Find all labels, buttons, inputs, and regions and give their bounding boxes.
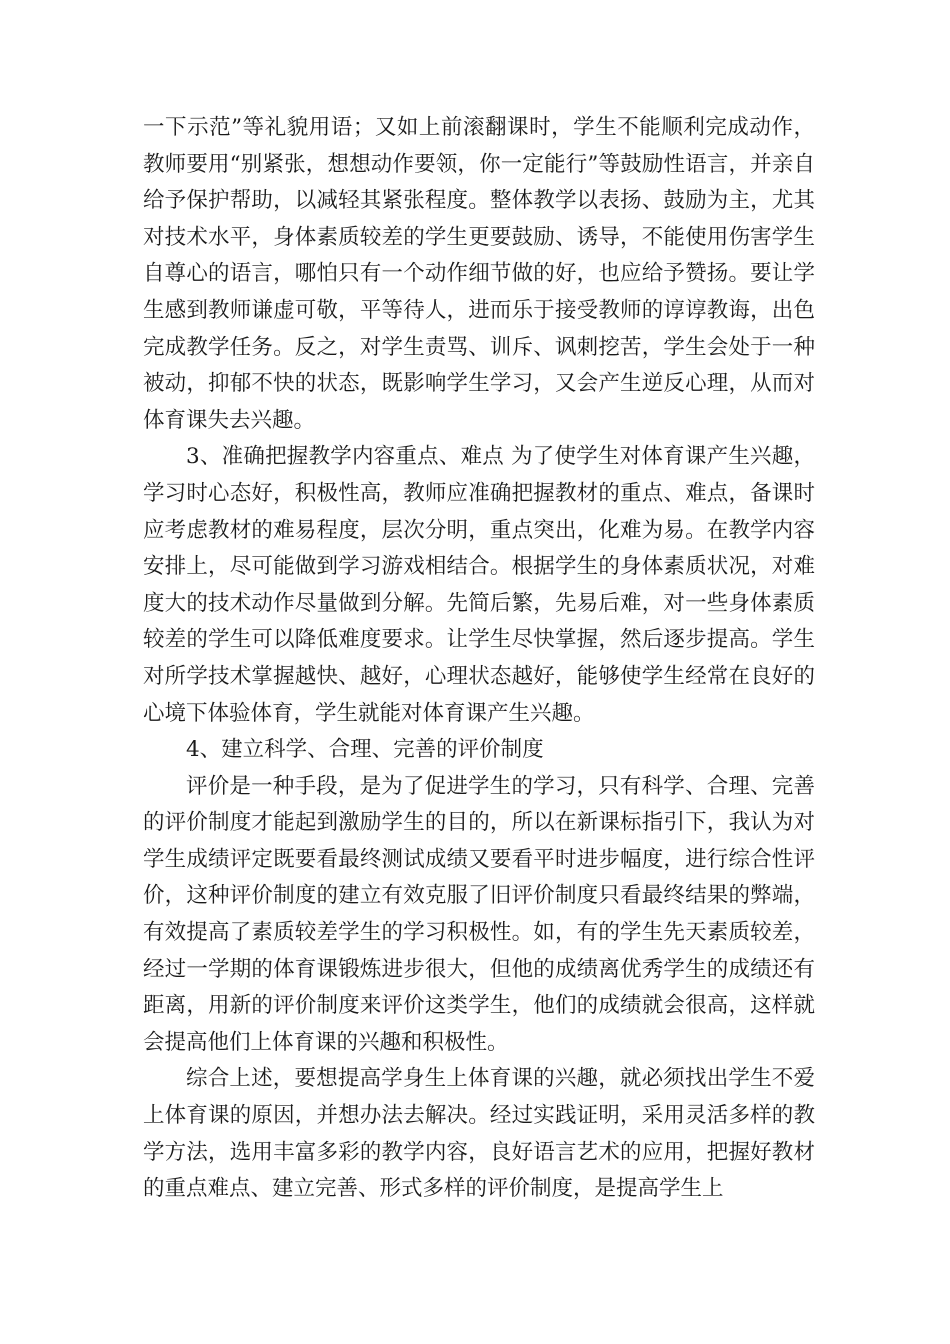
paragraph-courtesy-language: 一下示范”等礼貌用语；又如上前滚翻课时，学生不能顺利完成动作，教师要用“别紧张，想想动作要领，你一定能行”等鼓励性语言，并亲自给予保护帮助，以减轻其紧张程度。整体教学以表扬、鼓励为主，尤其对技术水平，身体素质较差的学生更要鼓励、诱导，不能使用伤害学生自尊心的语言，哪怕只有一个动作细节做的好，也应给予赞扬。要让学生感到教师谦虚可敬，平等待人，进而乐于接受教师的谆谆教诲，出色完成教学任务。反之，对学生责骂、训斥、讽刺挖苦，学生会处于一种被动，抑郁不快的状态，既影响学生学习，又会产生逆反心理，从而对体育课失去兴趣。: [143, 115, 815, 433]
document-page: [143, 110, 815, 1208]
paragraph-conclusion: 综合上述，要想提高学身生上体育课的兴趣，就必须找出学生不爱上体育课的原因，并想办法去解决。经过实践证明，采用灵活多样的教学方法，选用丰富多彩的教学内容，良好语言艺术的应用，把握好教材的重点难点、建立完善、形式多样的评价制度，是提高学生上: [143, 1066, 815, 1202]
paragraph-key-difficult-points: 3、准确把握教学内容重点、难点 为了使学生对体育课产生兴趣，学习时心态好，积极性高，教师应准确把握教材的重点、难点，备课时应考虑教材的难易程度，层次分明，重点突出，化难为易。在教学内容安排上，尽可能做到学习游戏相结合。根据学生的身体素质状况，对难度大的技术动作尽量做到分解。先简后繁，先易后难，对一些身体素质较差的学生可以降低难度要求。让学生尽快掌握，然后逐步提高。学生对所学技术掌握越快、越好，心理状态越好，能够使学生经常在良好的心境下体验体育，学生就能对体育课产生兴趣。: [143, 444, 815, 726]
section-heading-evaluation-system: 4、建立科学、合理、完善的评价制度: [186, 737, 544, 763]
paragraph-evaluation: 评价是一种手段，是为了促进学生的学习，只有科学、合理、完善的评价制度才能起到激励学生的目的，所以在新课标指引下，我认为对学生成绩评定既要看最终测试成绩又要看平时进步幅度，进行综合性评价，这种评价制度的建立有效克服了旧评价制度只看最终结果的弊端，有效提高了素质较差学生的学习积极性。如，有的学生先天素质较差，经过一学期的体育课锻炼进步很大，但他的成绩离优秀学生的成绩还有距离，用新的评价制度来评价这类学生，他们的成绩就会很高，这样就会提高他们上体育课的兴趣和积极性。: [143, 773, 815, 1055]
